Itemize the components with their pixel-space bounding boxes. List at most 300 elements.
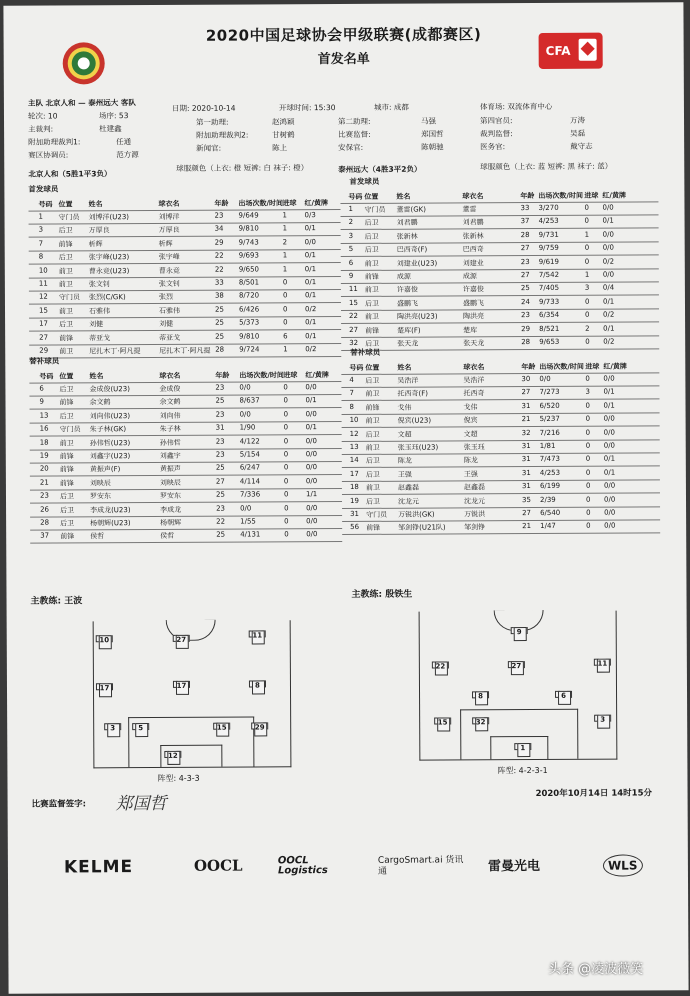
cell-goals: 1	[283, 345, 288, 354]
page-subtitle: 首发名单	[317, 51, 370, 68]
cell-name: 刘向伟(U23)	[89, 411, 131, 421]
shirt-number: 10	[99, 636, 110, 645]
player-shirt-icon	[97, 681, 112, 695]
cell-cards: 0/0	[602, 243, 614, 252]
cell-name: 万厚良	[88, 226, 110, 235]
cell-pos: 后卫	[365, 457, 380, 466]
shirt-number: 15	[216, 723, 227, 732]
cell-goals: 1	[584, 270, 590, 279]
supervisor-value: 郑国哲	[421, 129, 444, 139]
cell-shirt: 杨朝辉	[160, 518, 182, 527]
cell-apps: 6/520	[539, 401, 560, 410]
assistant1-value: 赵鸿颖	[272, 117, 295, 127]
cell-apps: 9/759	[538, 244, 559, 253]
cell-shirt: 金成俊	[159, 384, 181, 393]
column-header-goals: 进球	[283, 371, 298, 380]
cell-no: 18	[39, 438, 49, 447]
cell-cards: 0/1	[603, 401, 615, 410]
cell-pos: 后卫	[364, 232, 379, 241]
cell-pos: 后卫	[58, 253, 73, 262]
cell-goals: 0	[282, 291, 288, 300]
cell-no: 8	[349, 402, 355, 411]
shirt-number: 27	[176, 635, 187, 644]
cell-apps: 9/693	[238, 251, 259, 260]
cell-cards: 0/0	[603, 428, 615, 437]
cell-apps: 6/540	[540, 508, 561, 517]
cell-shirt: 石雅伟	[158, 306, 181, 315]
cell-age: 28	[521, 338, 531, 347]
cell-no: 12	[38, 292, 48, 301]
cell-no: 7	[38, 239, 44, 248]
assistant2-value: 马强	[421, 116, 437, 126]
cell-age: 23	[216, 504, 225, 513]
column-header-name: 姓名	[88, 200, 103, 209]
cell-no: 29	[39, 346, 49, 355]
cell-age: 23	[215, 383, 225, 392]
cell-age: 38	[214, 292, 224, 301]
cell-name: 张文钊	[88, 280, 110, 289]
cell-goals: 0	[586, 522, 591, 531]
cell-age: 24	[520, 297, 530, 306]
cell-name: 张玉珏(U23)	[397, 443, 439, 452]
shirt-number: 8	[255, 681, 260, 690]
cell-no: 2	[348, 218, 354, 227]
cell-age: 30	[521, 375, 531, 384]
cell-no: 13	[349, 442, 359, 451]
cell-pos: 前卫	[365, 484, 380, 493]
referee-label: 主裁判:	[28, 124, 54, 134]
add-assistant2-value: 甘树鹤	[272, 130, 295, 140]
cell-shirt: 曹永竞	[158, 266, 180, 275]
cell-cards: 0/3	[304, 211, 316, 220]
home-team-record: 北京人和（5胜1平3负）	[28, 169, 112, 179]
cell-goals: 0	[283, 410, 289, 419]
cell-goals: 0	[585, 468, 591, 477]
cell-shirt: 成源	[462, 272, 477, 281]
cell-age: 27	[522, 509, 532, 518]
cell-age: 25	[520, 284, 530, 293]
cfa-logo: CFA	[539, 33, 603, 69]
cell-pos: 前锋	[59, 479, 74, 488]
home-starters-player-row	[29, 343, 341, 359]
cell-cards: 0/4	[602, 283, 615, 293]
cell-apps: 7/273	[539, 388, 560, 397]
cell-goals: 0	[585, 481, 591, 490]
cell-pos: 前卫	[59, 439, 74, 448]
cell-goals: 0	[585, 428, 591, 437]
column-header-no: 号码	[39, 372, 54, 381]
shirt-number: 11	[597, 659, 608, 668]
cell-apps: 6/354	[539, 311, 560, 320]
cell-goals: 0	[585, 401, 591, 410]
cell-goals: 0	[283, 436, 289, 445]
column-header-shirt: 球衣名	[158, 199, 180, 208]
cell-apps: 9/810	[239, 332, 260, 341]
round: 轮次: 10	[27, 111, 58, 121]
cell-cards: 0/0	[603, 495, 616, 504]
cell-shirt: 邹剑铮	[464, 523, 486, 532]
referee-supervisor-value: 吴磊	[570, 128, 586, 138]
security-officer-value: 陈朝驰	[421, 142, 444, 152]
security-officer-label: 安保官:	[338, 142, 364, 153]
cell-name: 文超	[397, 430, 412, 439]
cell-goals: 0	[585, 374, 590, 383]
cell-age: 33	[520, 204, 530, 213]
cell-cards: 0/1	[304, 264, 317, 273]
supervisor-sign-label: 比赛监督签字:	[31, 799, 87, 810]
cell-name: 陈龙	[397, 457, 412, 466]
column-header-cards: 红/黄牌	[603, 362, 627, 371]
cell-apps: 6/247	[239, 463, 261, 472]
page-title: 2020中国足球协会甲级联赛(成都赛区)	[205, 25, 482, 45]
cell-name: 尼扎木丁·阿凡提	[89, 347, 141, 356]
cell-apps: 7/405	[538, 284, 560, 293]
cell-goals: 0	[283, 477, 289, 486]
cell-age: 23	[215, 450, 225, 459]
sponsor-oocl-logistics: OOCL Logistics	[277, 855, 328, 877]
cell-pos: 后卫	[59, 385, 74, 394]
cell-apps: 9/653	[539, 337, 560, 346]
cell-cards: 0/0	[602, 270, 615, 279]
cell-pos: 前卫	[365, 417, 380, 426]
cell-name: 蒂亚戈	[89, 333, 111, 342]
cell-goals: 3	[584, 284, 590, 293]
column-header-cards: 红/黄牌	[304, 199, 329, 208]
away-coach: 主教练: 殷铁生	[351, 589, 413, 600]
cell-goals: 0	[585, 337, 590, 346]
player-shirt-icon	[174, 633, 189, 647]
cell-shirt: 张宇峰	[158, 253, 180, 262]
cell-goals: 0	[584, 257, 590, 266]
cell-apps: 5/237	[539, 415, 560, 424]
cell-pos: 前卫	[365, 390, 380, 399]
cell-no: 3	[38, 225, 44, 234]
cell-apps: 9/733	[538, 297, 560, 306]
shirt-number: 27	[511, 662, 522, 671]
cell-age: 23	[521, 311, 530, 320]
doctor-label: 医务官:	[480, 142, 506, 152]
cell-no: 7	[349, 389, 354, 398]
cell-shirt: 倪宾	[463, 416, 478, 425]
cell-shirt: 张玉珏	[463, 443, 485, 452]
referee-value: 杜建鑫	[99, 124, 122, 134]
cell-pos: 前卫	[58, 307, 74, 316]
cell-no: 13	[39, 411, 49, 420]
doctor-value: 戴守志	[570, 141, 593, 151]
cell-age: 28	[215, 345, 225, 354]
cell-apps: 8/501	[238, 278, 260, 287]
player-shirt-icon	[515, 741, 530, 755]
cell-cards: 0/1	[603, 454, 616, 464]
column-header-name: 姓名	[397, 363, 412, 372]
column-header-age: 年龄	[215, 371, 230, 380]
cell-shirt: 吴浩洋	[463, 376, 485, 385]
cell-age: 29	[214, 238, 224, 247]
football-club-emblem-icon	[62, 41, 106, 85]
cell-name: 张新林	[396, 232, 418, 241]
cell-age: 32	[521, 428, 531, 437]
cell-shirt: 张天龙	[463, 339, 485, 348]
cell-goals: 0	[283, 463, 289, 472]
cell-apps: 1/47	[540, 522, 556, 531]
cell-shirt: 罗安东	[159, 492, 182, 501]
cell-goals: 0	[585, 414, 591, 423]
supervisor-signature: 郑国哲	[115, 793, 167, 815]
cell-age: 23	[215, 437, 225, 446]
cell-shirt: 刘健	[159, 320, 174, 329]
cell-cards: 0/1	[304, 291, 317, 300]
cell-pos: 前卫	[59, 347, 74, 356]
away-starters-heading: 首发球员	[349, 176, 380, 186]
home-kit: 球服颜色（上衣: 橙 短裤: 白 袜子: 橙）	[176, 163, 309, 173]
cell-shirt: 万锐洪	[464, 510, 486, 519]
cell-goals: 0	[585, 441, 591, 450]
cell-pos: 守门员	[58, 293, 80, 302]
cell-shirt: 王强	[463, 470, 478, 479]
cell-no: 16	[39, 424, 49, 433]
cell-goals: 2	[282, 238, 288, 247]
cell-no: 37	[40, 531, 50, 540]
column-header-pos: 位置	[365, 363, 380, 372]
sponsor-oocl: OOCL	[193, 856, 243, 875]
player-shirt-icon	[174, 679, 189, 693]
cell-apps: 0/0	[539, 374, 551, 383]
cell-goals: 0	[284, 517, 289, 526]
column-header-shirt: 球衣名	[462, 192, 484, 201]
shirt-number: 15	[437, 718, 448, 727]
cell-pos: 守门员	[58, 213, 80, 222]
cell-pos: 前锋	[59, 465, 74, 474]
cell-no: 23	[39, 491, 49, 500]
cell-age: 25	[215, 464, 225, 473]
cell-age: 23	[214, 211, 224, 220]
cell-name: 陶洪亮(U23)	[397, 312, 438, 321]
cell-shirt: 盛鹏飞	[462, 299, 485, 308]
cell-cards: 0/1	[304, 278, 317, 287]
shirt-number: 9	[516, 628, 522, 637]
cell-name: 孙伟哲(U23)	[89, 438, 131, 447]
cell-cards: 0/0	[603, 481, 616, 490]
cell-goals: 1	[282, 224, 288, 233]
cell-pos: 后卫	[365, 430, 380, 439]
cell-age: 31	[215, 423, 225, 432]
cell-name: 巴西奇(F)	[396, 245, 428, 254]
cell-apps: 6/426	[238, 305, 260, 314]
cell-age: 31	[521, 401, 531, 410]
cell-goals: 0	[283, 423, 289, 432]
shirt-number: 12	[167, 751, 178, 760]
cell-no: 8	[38, 252, 44, 261]
cell-pos: 前锋	[58, 240, 73, 249]
cell-pos: 后卫	[58, 226, 73, 235]
match-number: 场序: 53	[98, 111, 129, 121]
coordinator-value: 范方源	[116, 150, 139, 160]
cell-shirt: 陶洪亮	[463, 312, 485, 321]
cell-cards: 0/1	[305, 318, 317, 327]
column-header-cards: 红/黄牌	[602, 191, 627, 200]
cell-name: 金成俊(U23)	[89, 385, 130, 394]
cell-apps: 5/373	[239, 318, 260, 327]
cell-no: 1	[348, 204, 353, 213]
cell-name: 张烈(C/GK)	[88, 293, 126, 302]
away-team-record: 泰州远大（4胜3平2负）	[338, 164, 422, 175]
cell-pos: 后卫	[365, 376, 380, 385]
cell-name: 李成龙(U23)	[90, 505, 131, 514]
cell-age: 22	[214, 251, 224, 260]
cell-apps: 9/649	[238, 211, 259, 220]
column-header-apps: 出场次数/时间	[539, 362, 584, 371]
fourth-official-value: 万涛	[570, 115, 586, 125]
column-header-age: 年龄	[521, 363, 536, 372]
add-assistant1-label: 附加助理裁判1:	[28, 137, 81, 147]
cell-cards: 0/0	[602, 230, 614, 239]
sponsor-cargosmart: CargoSmart.ai 货讯通	[377, 855, 464, 877]
cell-apps: 4/253	[539, 468, 561, 477]
cell-apps: 7/542	[538, 270, 560, 279]
cell-cards: 0/1	[304, 224, 316, 233]
cell-goals: 0	[584, 243, 590, 252]
column-header-apps: 出场次数/时间	[538, 191, 584, 200]
cell-no: 56	[350, 523, 360, 532]
cell-shirt: 张新林	[462, 232, 484, 241]
player-shirt-icon	[509, 659, 524, 673]
cell-name: 许嘉俊	[396, 286, 418, 295]
cell-name: 戈伟	[397, 403, 412, 412]
cell-name: 石雅伟	[88, 307, 111, 316]
cell-age: 27	[520, 244, 530, 253]
cell-shirt: 侯哲	[160, 532, 175, 541]
column-header-age: 年龄	[520, 192, 535, 201]
cell-apps: 9/810	[238, 224, 259, 233]
cell-no: 19	[39, 451, 49, 460]
player-shirt-icon	[250, 628, 265, 642]
sign-date-time: 2020年10月14日 14时15分	[535, 788, 653, 800]
cell-age: 25	[216, 531, 226, 540]
cell-no: 27	[39, 333, 49, 342]
cell-name: 董雷(GK)	[396, 205, 426, 214]
away-subs-heading: 替补球员	[350, 347, 381, 357]
cell-pos: 前锋	[60, 532, 75, 541]
cell-cards: 0/2	[304, 304, 317, 314]
away-formation: 阵型: 4-2-3-1	[497, 765, 548, 776]
cell-goals: 0	[283, 396, 288, 405]
player-shirt-icon	[473, 689, 488, 703]
cell-apps: 9/619	[538, 257, 559, 266]
cell-apps: 5/154	[239, 450, 260, 459]
cell-apps: 9/731	[538, 230, 559, 239]
cell-no: 22	[349, 312, 358, 321]
shirt-number: 29	[254, 723, 265, 732]
column-header-goals: 进球	[282, 199, 297, 208]
cell-name: 刘君鹏	[396, 219, 418, 228]
cell-age: 27	[521, 388, 531, 397]
cell-goals: 0	[585, 310, 590, 319]
cell-pos: 后卫	[59, 320, 74, 329]
cell-goals: 2	[585, 324, 590, 333]
cell-pos: 后卫	[365, 497, 381, 506]
cell-cards: 0/1	[603, 324, 615, 333]
column-header-shirt: 球衣名	[463, 363, 485, 372]
shirt-number: 3	[600, 715, 606, 724]
cell-shirt: 巴西奇	[462, 245, 484, 254]
cell-name: 杨朝辉(U23)	[90, 519, 131, 528]
cell-no: 31	[350, 509, 360, 518]
column-header-goals: 进球	[585, 362, 600, 371]
cell-cards: 0/2	[603, 337, 615, 346]
cell-apps: 1/90	[239, 423, 256, 432]
cell-goals: 0	[584, 297, 590, 306]
cell-apps: 2/39	[539, 495, 556, 504]
cell-pos: 前锋	[365, 403, 380, 412]
cell-goals: 0	[586, 508, 591, 517]
assistant1-label: 第一助理:	[196, 117, 229, 127]
cell-apps: 8/521	[539, 324, 560, 333]
cell-pos: 后卫	[59, 492, 75, 501]
cell-cards: 0/0	[305, 436, 317, 445]
cell-apps: 9/743	[238, 238, 259, 247]
cell-cards: 0/0	[603, 374, 615, 383]
cell-shirt: 孙伟哲	[159, 438, 181, 447]
cell-goals: 0	[282, 278, 288, 287]
supervisor-label: 比赛监督:	[338, 129, 371, 140]
cell-age: 22	[214, 265, 224, 274]
cell-age: 25	[215, 318, 225, 327]
cell-age: 22	[216, 517, 226, 526]
cell-goals: 0	[283, 450, 289, 459]
cell-pos: 前锋	[59, 334, 74, 343]
column-header-name: 姓名	[396, 192, 411, 201]
cell-pos: 前卫	[364, 259, 379, 268]
cell-apps: 0/0	[240, 504, 252, 513]
cell-pos: 守门员	[366, 510, 388, 519]
cell-pos: 前卫	[58, 280, 73, 289]
home-formation: 阵型: 4-3-3	[157, 773, 200, 783]
cfa-flag-icon	[579, 39, 597, 61]
column-header-cards: 红/黄牌	[305, 371, 329, 380]
cell-cards: 0/0	[306, 517, 318, 526]
cell-pos: 前锋	[59, 452, 74, 461]
cell-age: 25	[215, 397, 225, 406]
player-shirt-icon	[595, 713, 610, 727]
player-shirt-icon	[433, 659, 448, 673]
cell-no: 32	[349, 338, 359, 347]
player-shirt-icon	[97, 633, 112, 647]
cell-apps: 7/336	[239, 490, 261, 499]
assistant2-label: 第二助理:	[338, 116, 371, 127]
cell-no: 4	[349, 375, 354, 384]
cell-name: 析辉	[88, 240, 103, 249]
column-header-pos: 位置	[58, 200, 73, 209]
cell-age: 21	[521, 415, 531, 424]
cell-apps: 8/720	[238, 291, 260, 300]
cell-cards: 0/1	[602, 216, 614, 226]
cell-cards: 0/0	[603, 414, 615, 423]
cell-pos: 前锋	[365, 326, 380, 335]
teams-line: 主队 北京人和 — 泰州远大 客队	[27, 98, 136, 108]
cell-shirt: 刘博洋	[158, 212, 180, 221]
cell-name: 吴浩洋	[397, 376, 419, 385]
cell-shirt: 黄振声	[159, 465, 181, 474]
cell-apps: 3/270	[538, 203, 559, 212]
cell-pos: 前锋	[364, 272, 379, 281]
cell-goals: 0	[584, 217, 590, 226]
cell-cards: 0/0	[602, 203, 614, 212]
cell-cards: 0/0	[306, 530, 318, 539]
cell-shirt: 朱子林	[159, 425, 181, 434]
cell-apps: 4/114	[239, 477, 261, 486]
cell-name: 万锐洪(GK)	[398, 510, 435, 519]
cell-cards: 0/0	[305, 450, 318, 459]
